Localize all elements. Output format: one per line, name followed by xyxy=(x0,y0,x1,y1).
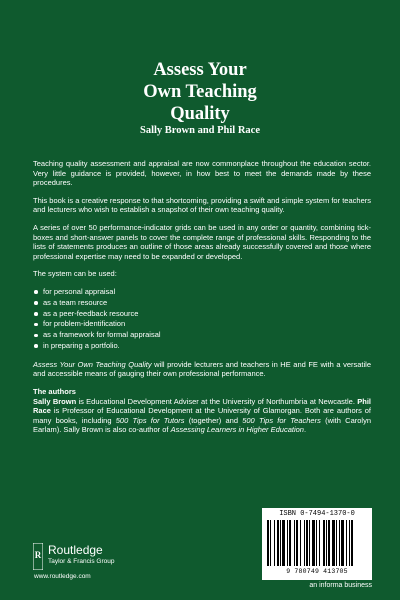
bio-text: (with Carolyn Earlam). Sally Brown is also co-author of xyxy=(33,415,371,435)
use-item: for problem-identification xyxy=(33,319,371,330)
bio-text: is Educational Development Adviser at the University of Northumbria at Newcastle. xyxy=(76,396,358,406)
publisher-url: www.routledge.com xyxy=(34,573,91,580)
uses-list xyxy=(33,287,371,352)
publisher-group: Taylor & Francis Group xyxy=(48,558,115,565)
authors-byline: Sally Brown and Phil Race xyxy=(140,125,260,136)
author-bio xyxy=(33,397,371,435)
isbn-text: ISBN 0-7494-1370-0 xyxy=(279,510,355,518)
title-line-1: Assess Your xyxy=(153,60,247,80)
author-name-2: Phil Race xyxy=(33,396,371,416)
use-item: as a team resource xyxy=(33,298,371,309)
book-ref: Assessing Learners in Higher Education xyxy=(170,425,304,435)
summary-text: will provide lecturers and teachers in HE and FE with a versatile and accessible means of gauging their own professional performance. xyxy=(33,359,371,379)
bio-text: . xyxy=(303,425,307,435)
isbn-barcode xyxy=(262,508,372,580)
informa-tag: an informa business xyxy=(309,582,372,589)
book-title-ref: Assess Your Own Teaching Quality xyxy=(33,359,152,369)
publisher-name: Routledge xyxy=(48,543,103,557)
author-name-1: Sally Brown xyxy=(33,396,77,406)
bio-text: (together) and xyxy=(184,415,243,425)
book-ref: 500 Tips for Tutors xyxy=(115,415,185,425)
response-paragraph: This book is a creative response to that shortcoming, providing a swift and simple system for teachers and lecturers who wish to establish a snapshot of their own teaching quality. xyxy=(33,195,371,215)
bio-text: is Professor of Educational Development at the University of Glamorgan. Both are authors of many books, including xyxy=(33,406,371,425)
svg-text:R: R xyxy=(34,550,42,560)
use-item: for personal appraisal xyxy=(33,287,371,298)
grids-paragraph: A series of over 50 performance-indicator grids can be used in any order or quantity, combining tick-boxes and short-answer panels to cover the complete range of professional skills. Responding to the lists of statements produces an outline of those areas already successfully covered and those where professional expertise may need to be expanded or developed. xyxy=(33,222,371,261)
routledge-mark-icon xyxy=(33,543,43,570)
use-item: as a peer-feedback resource xyxy=(33,309,371,320)
summary-paragraph xyxy=(33,360,371,379)
title-line-3: Quality xyxy=(170,104,230,124)
book-ref: 500 Tips for Teachers xyxy=(242,415,321,425)
intro-paragraph: Teaching quality assessment and appraisal are now commonplace throughout the education sector. Very little guidance is provided, however, in how best to meet the demands made by these procedures. xyxy=(33,159,371,188)
system-intro: The system can be used: xyxy=(33,269,117,279)
use-item: as a framework for formal appraisal xyxy=(33,330,371,341)
title-line-2: Own Teaching xyxy=(143,82,257,102)
barcode-digits: 9 780749 413705 xyxy=(286,568,348,575)
routledge-logo xyxy=(33,543,253,583)
authors-heading: The authors xyxy=(33,386,76,396)
blurb xyxy=(33,159,371,443)
barcode-bars xyxy=(265,520,369,568)
use-item: in preparing a portfolio. xyxy=(33,341,371,352)
